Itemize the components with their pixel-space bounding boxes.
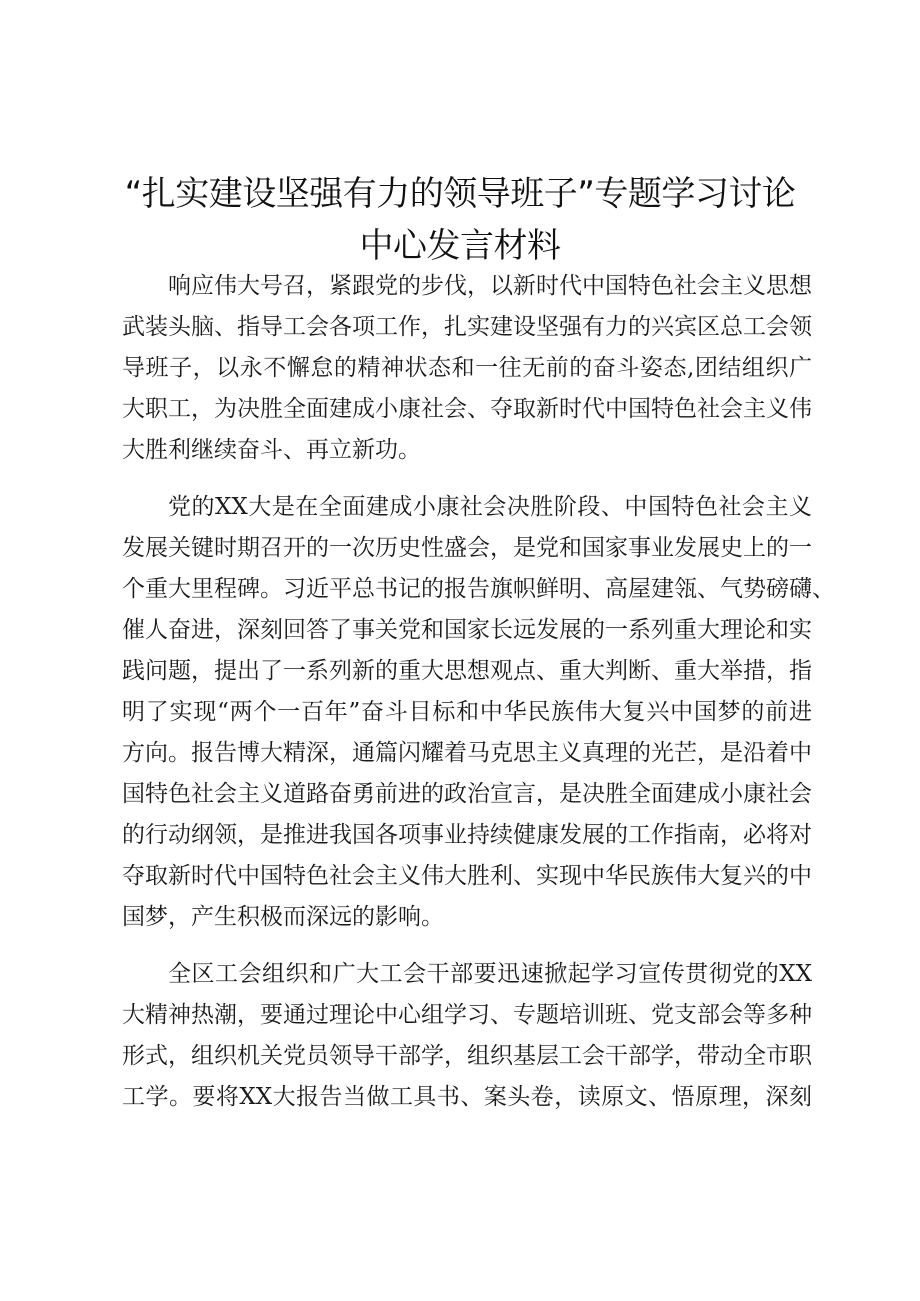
paragraph-1-line-2: 武装头脑、指导工会各项工作，扎实建设坚强有力的兴宾区总工会领	[122, 314, 812, 340]
paragraph-2-line-9: 的行动纲领，是推进我国各项事业持续健康发展的工作指南，必将对	[122, 822, 812, 848]
paragraph-2-line-7: 方向。报告博大精深，通篇闪耀着马克思主义真理的光芒，是沿着中	[122, 740, 812, 766]
paragraph-2-line-4: 催人奋进，深刻回答了事关党和国家长远发展的一系列重大理论和实	[122, 617, 812, 643]
paragraph-2-line-6: 明了实现“两个一百年”奋斗目标和中华民族伟大复兴中国梦的前进	[122, 699, 812, 725]
paragraph-1-line-5: 大胜利继续奋斗、再立新功。	[122, 437, 421, 463]
paragraph-1-line-4: 大职工，为决胜全面建成小康社会、夺取新时代中国特色社会主义伟	[122, 396, 812, 422]
paragraph-3-line-1: 全区工会组织和广大工会干部要迅速掀起学习宣传贯彻党的XX	[168, 961, 812, 987]
paragraph-2-line-2: 发展关键时期召开的一次历史性盛会，是党和国家事业发展史上的一	[122, 535, 812, 561]
paragraph-2-line-5: 践问题，提出了一系列新的重大思想观点、重大判断、重大举措，指	[122, 658, 812, 684]
paragraph-1-line-3: 导班子，以永不懈怠的精神状态和一往无前的奋斗姿态,团结组织广	[122, 355, 812, 381]
paragraph-2-line-8: 国特色社会主义道路奋勇前进的政治宣言，是决胜全面建成小康社会	[122, 781, 812, 807]
document-title-line-1: “扎实建设坚强有力的领导班子”专题学习讨论	[124, 174, 796, 214]
paragraph-3-line-4: 工学。要将XX大报告当做工具书、案头卷，读原文、悟原理，深刻	[122, 1084, 812, 1110]
paragraph-3-line-3: 形式，组织机关党员领导干部学，组织基层工会干部学，带动全市职	[122, 1043, 812, 1069]
paragraph-2-line-11: 国梦，产生积极而深远的影响。	[122, 904, 444, 930]
paragraph-3-line-2: 大精神热潮，要通过理论中心组学习、专题培训班、党支部会等多种	[122, 1002, 812, 1028]
paragraph-1-line-1: 响应伟大号召，紧跟党的步伐，以新时代中国特色社会主义思想	[168, 273, 812, 299]
paragraph-2-line-1: 党的XX大是在全面建成小康社会决胜阶段、中国特色社会主义	[168, 494, 812, 520]
paragraph-2-line-10: 夺取新时代中国特色社会主义伟大胜利、实现中华民族伟大复兴的中	[122, 863, 812, 889]
document-title-line-2: 中心发言材料	[359, 226, 561, 266]
paragraph-2-line-3: 个重大里程碑。习近平总书记的报告旗帜鲜明、高屋建瓴、气势磅礴、	[122, 576, 835, 602]
